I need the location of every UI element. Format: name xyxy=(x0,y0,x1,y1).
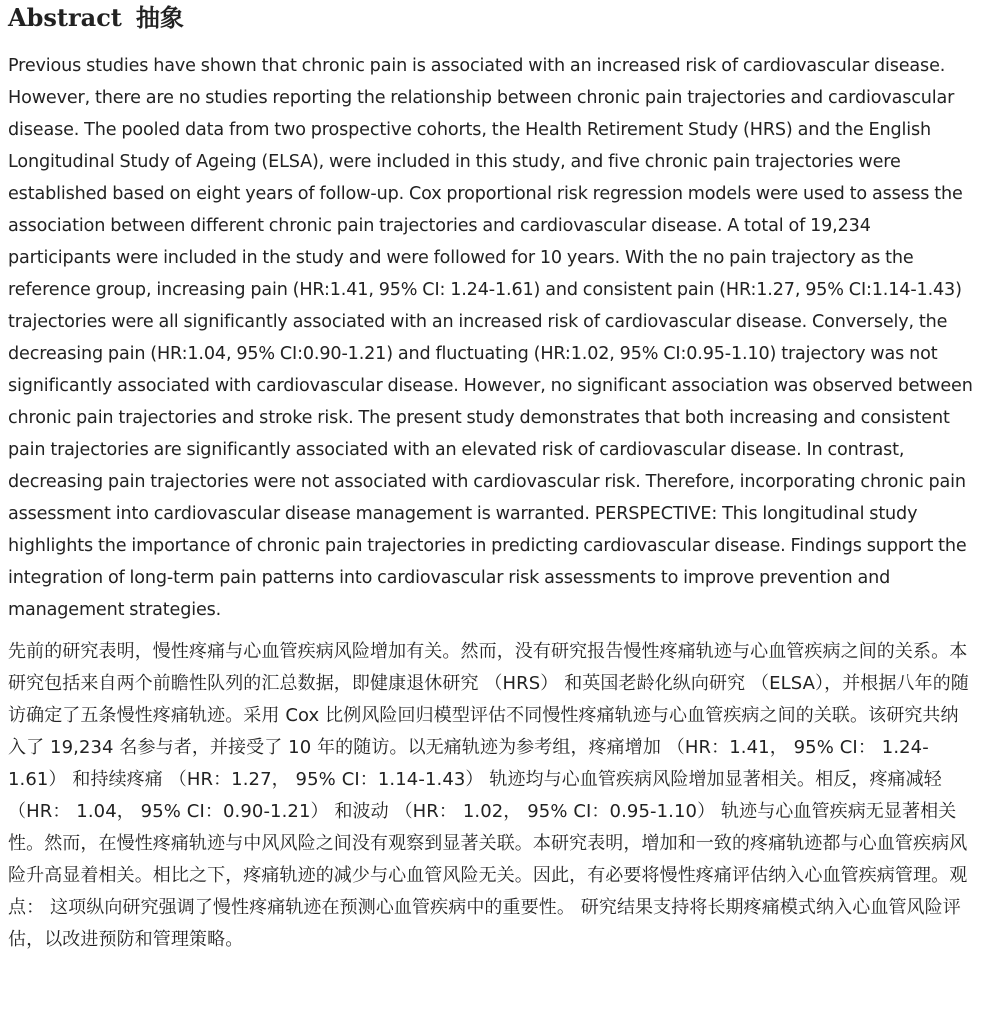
heading-english: Abstract xyxy=(8,3,122,32)
abstract-english-paragraph: Previous studies have shown that chronic pain is associated with an increased risk of cardiovascular disease. However, there are no studies reporting the relationship between chronic pain trajectories and cardiovascular disease. The pooled data from two prospective cohorts, the Health Retirement Study (HRS) and the English Longitudinal Study of Ageing (ELSA), were included in this study, and five chronic pain trajectories were established based on eight years of follow-up. Cox proportional risk regression models were used to assess the association between different chronic pain trajectories and cardiovascular disease. A total of 19,234 participants were included in the study and were followed for 10 years. With the no pain trajectory as the reference group, increasing pain (HR:1.41, 95% CI: 1.24-1.61) and consistent pain (HR:1.27, 95% CI:1.14-1.43) trajectories were all significantly associated with an increased risk of cardiovascular disease. Conversely, the decreasing pain (HR:1.04, 95% CI:0.90-1.21) and fluctuating (HR:1.02, 95% CI:0.95-1.10) trajectory was not significantly associated with cardiovascular disease. However, no significant association was observed between chronic pain trajectories and stroke risk. The present study demonstrates that both increasing and consistent pain trajectories are significantly associated with an elevated risk of cardiovascular disease. In contrast, decreasing pain trajectories were not associated with cardiovascular risk. Therefore, incorporating chronic pain assessment into cardiovascular disease management is warranted. PERSPECTIVE: This longitudinal study highlights the importance of chronic pain trajectories in predicting cardiovascular disease. Findings support the integration of long-term pain patterns into cardiovascular risk assessments to improve prevention and management strategies. xyxy=(8,56,973,620)
heading-chinese: 抽象 xyxy=(135,3,184,32)
abstract-section xyxy=(0,1,983,956)
abstract-heading xyxy=(8,1,975,35)
abstract-chinese-paragraph: 先前的研究表明，慢性疼痛与心血管疾病风险增加有关。然而，没有研究报告慢性疼痛轨迹与心血管疾病之间的关系。本研究包括来自两个前瞻性队列的汇总数据，即健康退休研究 （HRS） 和英国老龄化纵向研究 （ELSA），并根据八年的随访确定了五条慢性疼痛轨迹。采用 Cox 比例风险回归模型评估不同慢性疼痛轨迹与心血管疾病之间的关联。该研究共纳入了 19,234 名参与者，并接受了 10 年的随访。以无痛轨迹为参考组，疼痛增加 （HR：1.41， 95% CI： 1.24-1.61） 和持续疼痛 （HR：1.27， 95% CI：1.14-1.43） 轨迹均与心血管疾病风险增加显著相关。相反，疼痛减轻 （HR： 1.04， 95% CI：0.90-1.21） 和波动 （HR： 1.02， 95% CI：0.95-1.10） 轨迹与心血管疾病无显著相关性。然而，在慢性疼痛轨迹与中风风险之间没有观察到显著关联。本研究表明，增加和一致的疼痛轨迹都与心血管疾病风险升高显着相关。相比之下，疼痛轨迹的减少与心血管风险无关。因此，有必要将慢性疼痛评估纳入心血管疾病管理。观点： 这项纵向研究强调了慢性疼痛轨迹在预测心血管疾病中的重要性。 研究结果支持将长期疼痛模式纳入心血管风险评估，以改进预防和管理策略。 xyxy=(8,641,969,950)
